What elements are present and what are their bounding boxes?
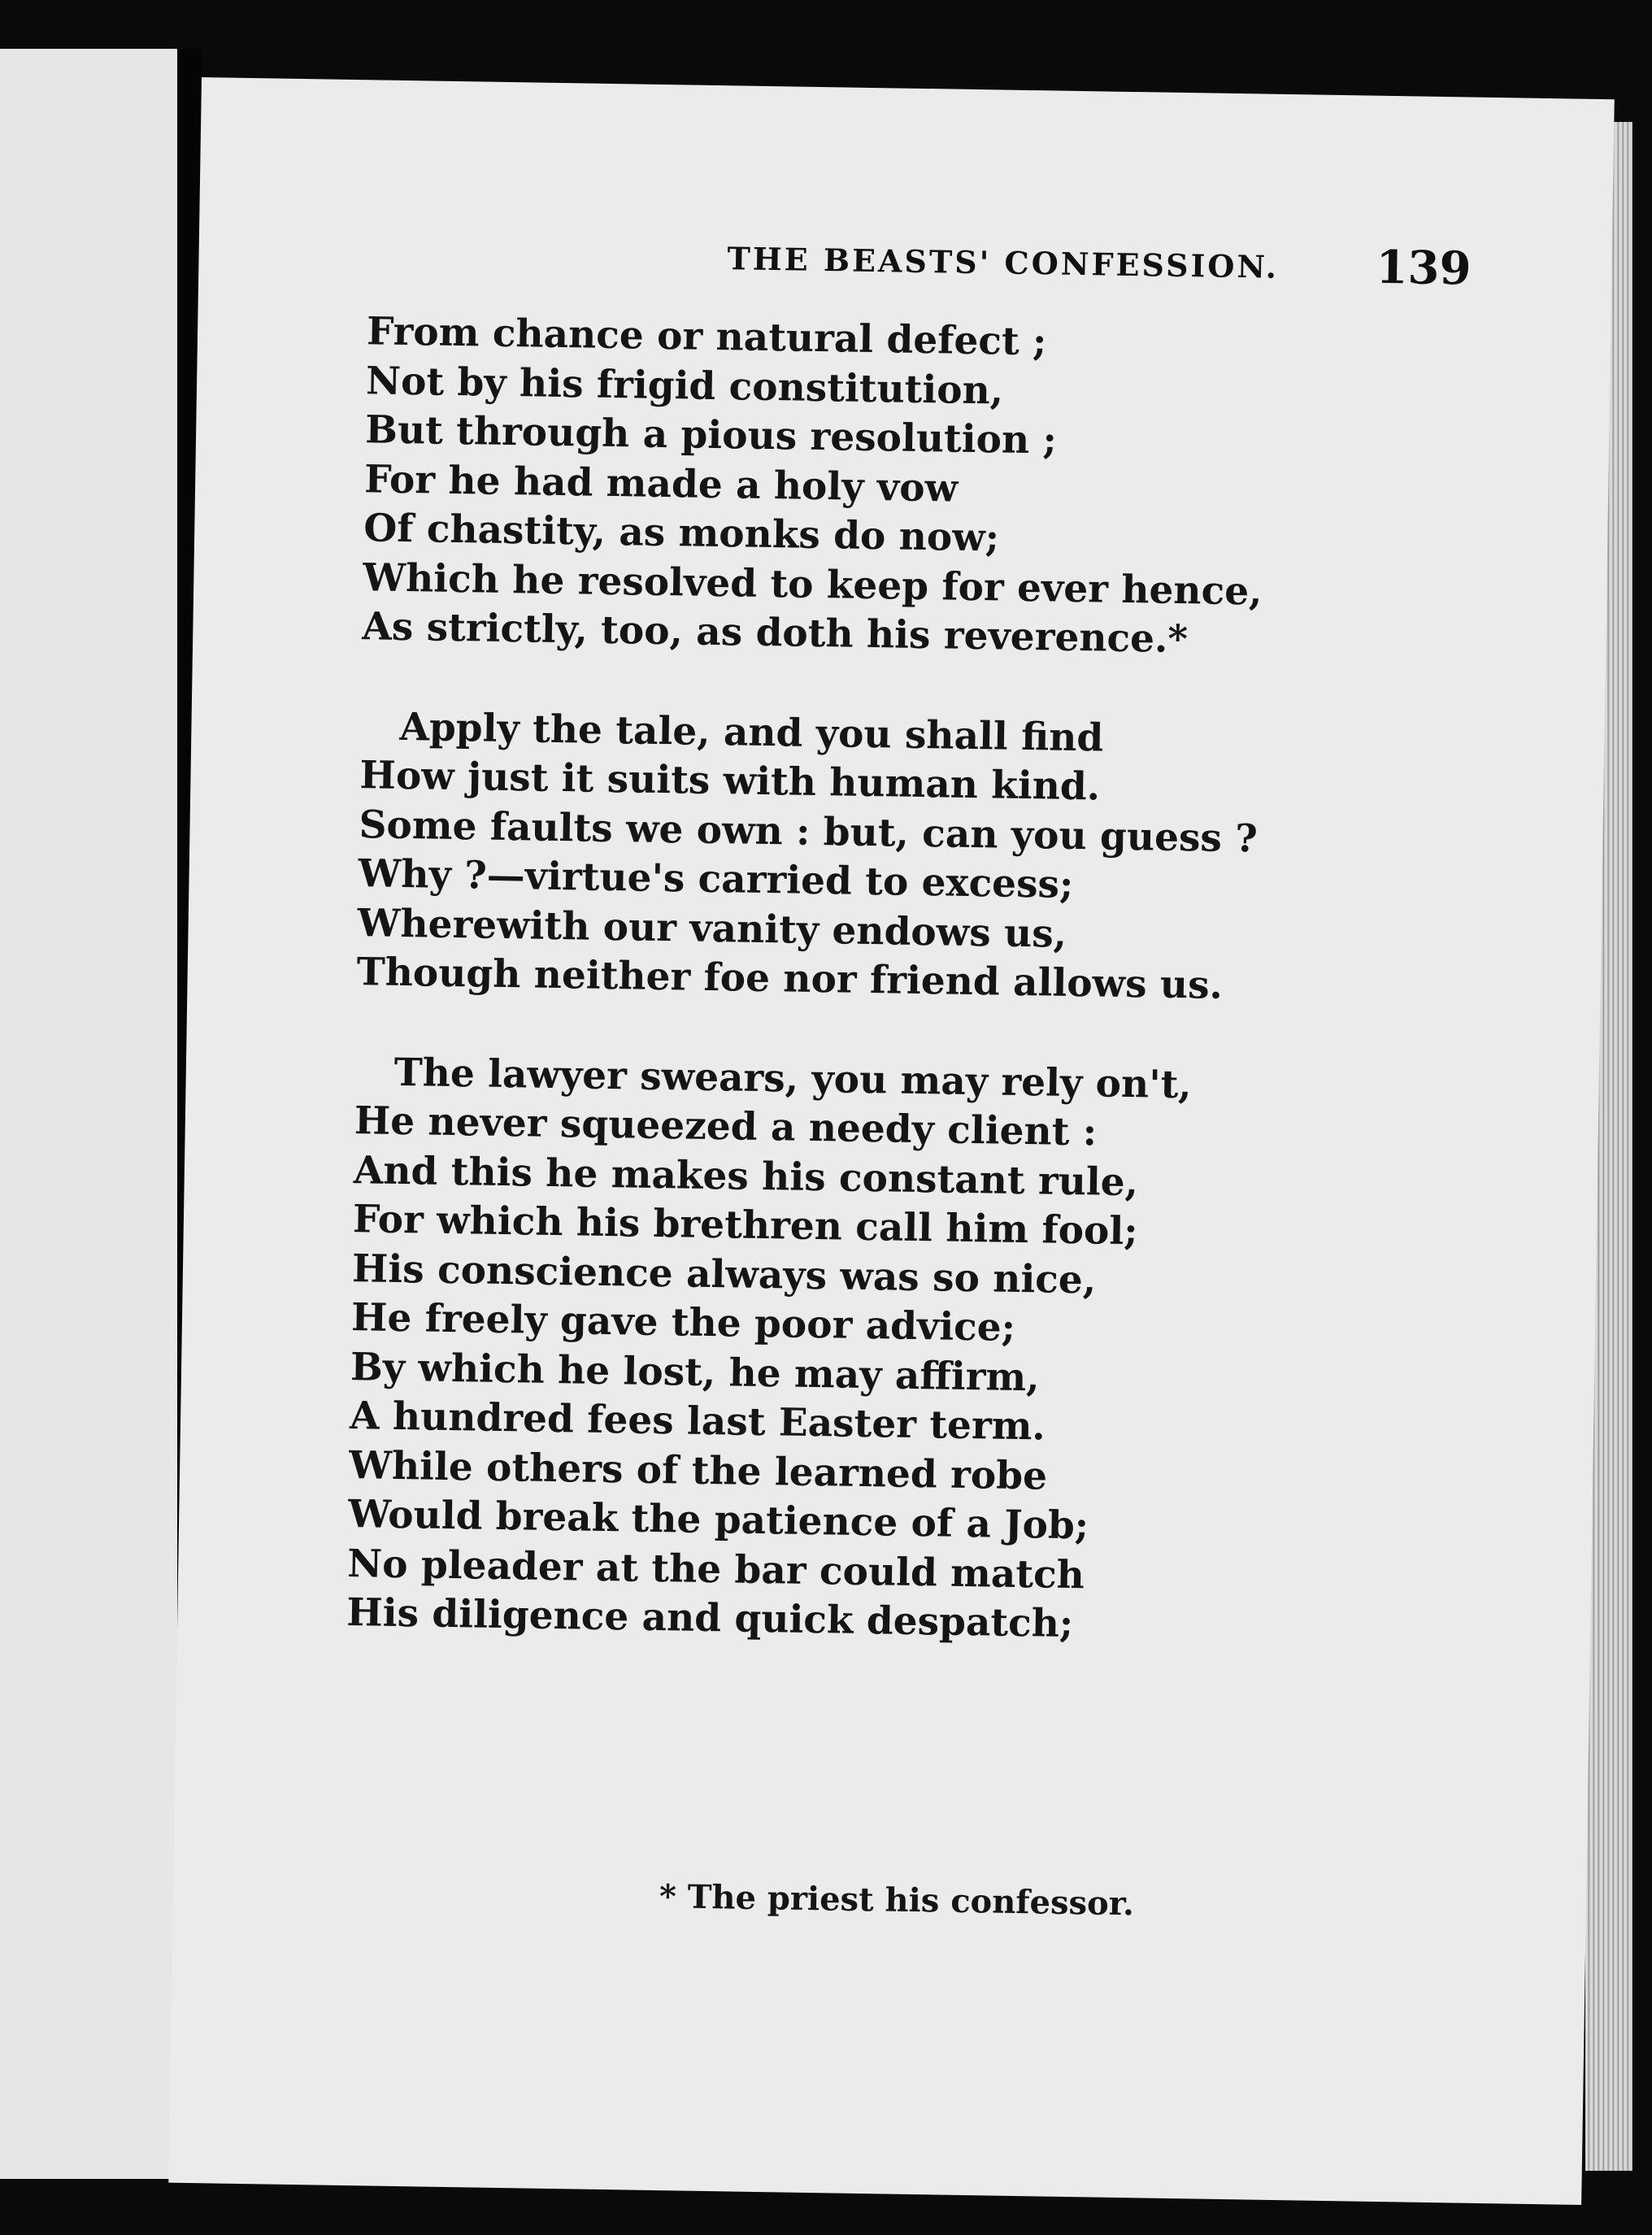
- verse-line: As strictly, too, as doth his reverence.*: [361, 604, 1189, 663]
- verse-line: Which he resolved to keep for ever hence,: [362, 554, 1263, 615]
- verse-line: For he had made a holy vow: [363, 456, 959, 511]
- footnote: * The priest his confessor.: [659, 1877, 1135, 1924]
- verse-line: By which he lost, he may affirm,: [350, 1344, 1041, 1400]
- verse-line: No pleader at the bar could match: [346, 1541, 1085, 1598]
- verse-line: And this he makes his constant rule,: [353, 1147, 1139, 1205]
- stanza-3: [346, 1048, 1412, 1655]
- verse-line: Wherewith our vanity endows us,: [357, 900, 1067, 957]
- verse-line: Of chastity, as monks do now;: [363, 506, 1000, 561]
- verse-line: The lawyer swears, you may rely on't,: [393, 1050, 1193, 1107]
- verse-line: Some faults we own : but, can you guess ?: [359, 802, 1259, 862]
- verse-line: He freely gave the poor advice;: [350, 1295, 1016, 1350]
- verse-line: Not by his frigid constitution,: [365, 358, 1004, 414]
- book-page: [168, 77, 1614, 2205]
- verse-line: Though neither foe nor friend allows us.: [356, 950, 1224, 1008]
- verse-line: For which his brethren call him fool;: [352, 1197, 1139, 1254]
- verse-line: Why ?—virtue's carried to excess;: [358, 851, 1074, 907]
- running-head: THE BEASTS' CONFESSION.: [727, 240, 1280, 285]
- verse-line: While others of the learned robe: [348, 1442, 1048, 1499]
- verse-line: But through a pious resolution ;: [364, 407, 1058, 463]
- verse-line: A hundred fees last Easter term.: [349, 1394, 1046, 1450]
- verse-line: How just it suits with human kind.: [359, 753, 1101, 810]
- verse-line: His diligence and quick despatch;: [346, 1590, 1074, 1647]
- page-number: 139: [1376, 240, 1472, 296]
- stanza-2: [356, 702, 1418, 1014]
- poem-text: [346, 307, 1424, 1705]
- verse-line: His conscience always was so nice,: [351, 1246, 1097, 1302]
- verse-line: Would break the patience of a Job;: [347, 1492, 1089, 1549]
- stanza-1: [362, 307, 1424, 668]
- facing-page-edge: [0, 49, 177, 2179]
- verse-line: He never squeezed a needy client :: [354, 1098, 1098, 1155]
- verse-line: Apply the tale, and you shall find: [399, 704, 1104, 761]
- verse-line: From chance or natural defect ;: [366, 309, 1047, 365]
